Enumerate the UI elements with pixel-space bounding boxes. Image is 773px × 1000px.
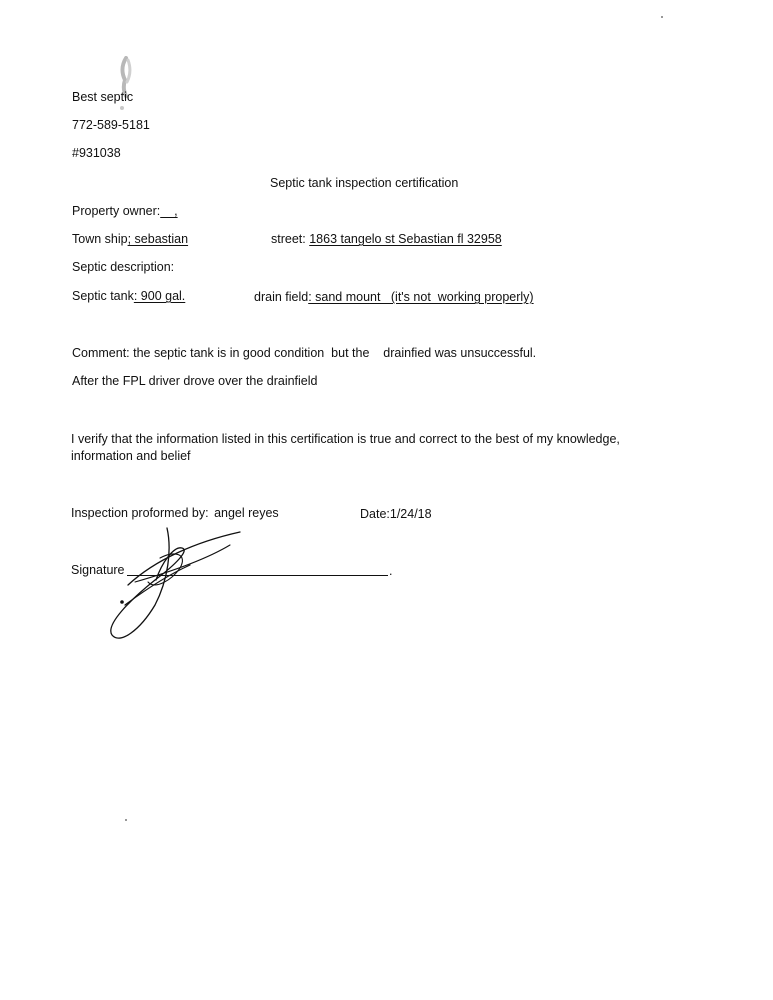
drain-field-label: drain field <box>254 290 309 304</box>
comment-line-2: After the FPL driver drove over the drainfield <box>72 374 318 388</box>
street-row <box>271 233 502 246</box>
license-number: #931038 <box>72 146 121 160</box>
township-label: Town ship <box>72 232 128 246</box>
comment-line-1: Comment: the septic tank is in good condition but the drainfied was unsuccessful. <box>72 346 537 360</box>
scan-speck <box>661 16 663 18</box>
inspection-date: Date:1/24/18 <box>360 507 432 521</box>
septic-tank-row <box>72 290 185 303</box>
signature-label: Signature <box>71 563 125 577</box>
township-row <box>72 233 188 246</box>
verification-line-2: information and belief <box>71 449 191 463</box>
scan-speck <box>125 819 127 821</box>
company-name: Best septic <box>72 90 134 104</box>
septic-description-label: Septic description: <box>72 260 175 274</box>
street-label: street: <box>271 232 310 246</box>
document-title: Septic tank inspection certification <box>270 176 459 190</box>
street-value: 1863 tangelo st Sebastian fl 32958 <box>309 232 502 246</box>
inspected-by-row <box>71 507 279 520</box>
verification-line-1: I verify that the information listed in this certification is true and correct to the best of my knowledge, <box>71 432 620 446</box>
drain-field-row <box>254 291 534 304</box>
company-phone: 772-589-5181 <box>72 118 150 132</box>
signature-end-mark: . <box>389 564 393 578</box>
inspected-by-label: Inspection proformed by: <box>71 506 209 520</box>
handwritten-signature <box>100 520 250 645</box>
inspector-name: angel reyes <box>214 506 279 520</box>
property-owner-value: , <box>160 204 178 218</box>
property-owner-label: Property owner: <box>72 204 161 218</box>
property-owner-row <box>72 205 178 218</box>
township-value: ; sebastian <box>127 232 189 246</box>
septic-tank-value: : 900 gal. <box>133 289 186 303</box>
drain-field-value: : sand mount (it's not working properly) <box>308 290 534 304</box>
septic-tank-label: Septic tank <box>72 289 134 303</box>
